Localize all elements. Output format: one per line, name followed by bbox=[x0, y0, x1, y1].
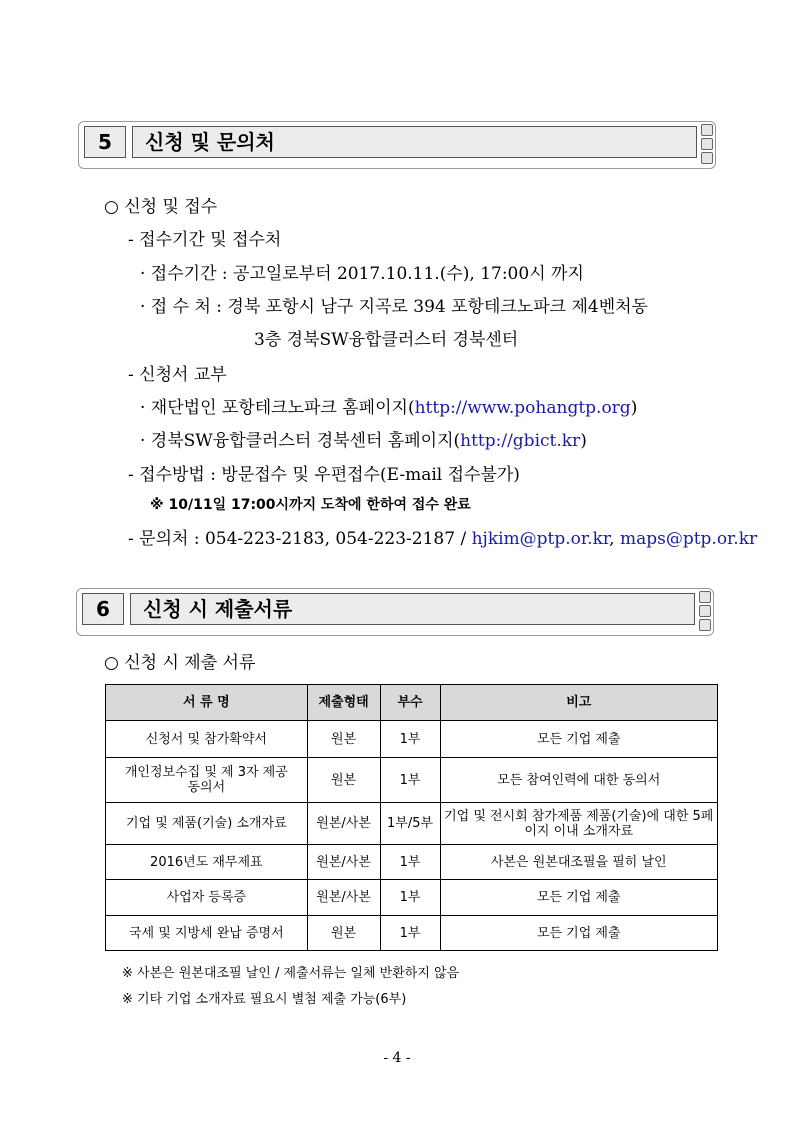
pohangtp-link[interactable]: http://www.pohangtp.org bbox=[414, 398, 631, 418]
knob-icon bbox=[699, 605, 711, 617]
documents-table bbox=[105, 684, 718, 951]
page-number: - 4 - bbox=[383, 1050, 411, 1066]
s5-deadline-note: ※ 10/11일 17:00시까지 도착에 한하여 접수 완료 bbox=[150, 497, 471, 513]
cell-copies: 1부 bbox=[380, 916, 440, 951]
s5-contact-prefix: - 문의처 : 054-223-2183, 054-223-2187 / bbox=[128, 529, 472, 549]
cell-form: 원본/사본 bbox=[307, 880, 380, 916]
cell-remarks: 기업 및 전시회 참가제품 제품(기술)에 대한 5페이지 이내 소개자료 bbox=[440, 803, 718, 845]
col-header-name: 서 류 명 bbox=[106, 685, 308, 721]
s5-contact-sep: , bbox=[609, 529, 620, 549]
knob-icon bbox=[701, 138, 713, 150]
section-6-titlebox bbox=[130, 593, 695, 625]
table-row bbox=[106, 845, 718, 880]
col-header-remarks: 비고 bbox=[440, 685, 718, 721]
s5-period-line: · 접수기간 : 공고일로부터 2017.10.11.(수), 17:00시 까지 bbox=[140, 264, 584, 284]
email-link-hjkim[interactable]: hjkim@ptp.or.kr bbox=[471, 529, 610, 549]
cell-copies: 1부 bbox=[380, 758, 440, 803]
knob-icon bbox=[699, 619, 711, 631]
cell-remarks: 사본은 원본대조필을 필히 날인 bbox=[440, 845, 718, 880]
section-5-number: 5 bbox=[84, 126, 126, 158]
cell-remarks: 모든 기업 제출 bbox=[440, 880, 718, 916]
cell-form: 원본/사본 bbox=[307, 803, 380, 845]
cell-copies: 1부 bbox=[380, 880, 440, 916]
s5-form2-suffix: ) bbox=[580, 431, 587, 451]
section-6-knobs bbox=[699, 591, 711, 633]
section-5-header bbox=[78, 121, 716, 169]
cell-doc-name: 2016년도 재무제표 bbox=[106, 845, 308, 880]
table-row bbox=[106, 803, 718, 845]
table-header-row bbox=[106, 685, 718, 721]
cell-copies: 1부 bbox=[380, 845, 440, 880]
section-6-title: 신청 시 제출서류 bbox=[143, 597, 293, 621]
table-row bbox=[106, 916, 718, 951]
knob-icon bbox=[699, 591, 711, 603]
s5-form1-prefix: · 재단법인 포항테크노파크 홈페이지( bbox=[140, 398, 415, 418]
s5-period-heading: - 접수기간 및 접수처 bbox=[128, 230, 282, 250]
s5-contact-line bbox=[128, 524, 757, 549]
s5-form-heading: - 신청서 교부 bbox=[128, 365, 227, 385]
section-5-titlebox bbox=[132, 126, 697, 158]
email-link-maps[interactable]: maps@ptp.or.kr bbox=[619, 529, 758, 549]
knob-icon bbox=[701, 124, 713, 136]
cell-doc-name: 사업자 등록증 bbox=[106, 880, 308, 916]
cell-form: 원본 bbox=[307, 916, 380, 951]
cell-remarks: 모든 기업 제출 bbox=[440, 916, 718, 951]
section-5-knobs bbox=[701, 124, 713, 166]
knob-icon bbox=[701, 152, 713, 164]
table-row bbox=[106, 758, 718, 803]
cell-doc-name: 개인정보수집 및 제 3자 제공동의서 bbox=[106, 758, 308, 803]
gbict-link[interactable]: http://gbict.kr bbox=[460, 431, 581, 451]
s5-method-line: - 접수방법 : 방문접수 및 우편접수(E-mail 접수불가) bbox=[128, 465, 520, 485]
s5-place-line1: · 접 수 처 : 경북 포항시 남구 지곡로 394 포항테크노파크 제4벤처동 bbox=[140, 297, 648, 317]
s6-note-1: ※ 사본은 원본대조필 날인 / 제출서류는 일체 반환하지 않음 bbox=[122, 966, 460, 981]
cell-remarks: 모든 참여인력에 대한 동의서 bbox=[440, 758, 718, 803]
cell-doc-name: 기업 및 제품(기술) 소개자료 bbox=[106, 803, 308, 845]
s5-form1-suffix: ) bbox=[630, 398, 638, 418]
section-5-title: 신청 및 문의처 bbox=[145, 130, 275, 154]
cell-remarks: 모든 기업 제출 bbox=[440, 721, 718, 758]
s5-form2-prefix: · 경북SW융합클러스터 경북센터 홈페이지( bbox=[140, 431, 461, 451]
s6-note-2: ※ 기타 기업 소개자료 필요시 별첨 제출 가능(6부) bbox=[122, 992, 407, 1007]
section-6-number: 6 bbox=[82, 593, 124, 625]
section-6-header bbox=[76, 588, 714, 636]
cell-copies: 1부/5부 bbox=[380, 803, 440, 845]
s5-place-line2: 3층 경북SW융합클러스터 경북센터 bbox=[254, 330, 519, 350]
col-header-copies: 부수 bbox=[380, 685, 440, 721]
s5-form-line1 bbox=[140, 393, 637, 418]
s5-bullet: ○ 신청 및 접수 bbox=[104, 197, 218, 217]
cell-form: 원본 bbox=[307, 721, 380, 758]
table-row bbox=[106, 880, 718, 916]
cell-form: 원본 bbox=[307, 758, 380, 803]
s5-form-line2 bbox=[140, 426, 587, 451]
cell-doc-name: 신청서 및 참가확약서 bbox=[106, 721, 308, 758]
cell-copies: 1부 bbox=[380, 721, 440, 758]
table-row bbox=[106, 721, 718, 758]
cell-form: 원본/사본 bbox=[307, 845, 380, 880]
col-header-form: 제출형태 bbox=[307, 685, 380, 721]
cell-doc-name: 국세 및 지방세 완납 증명서 bbox=[106, 916, 308, 951]
s6-bullet: ○ 신청 시 제출 서류 bbox=[104, 653, 256, 673]
